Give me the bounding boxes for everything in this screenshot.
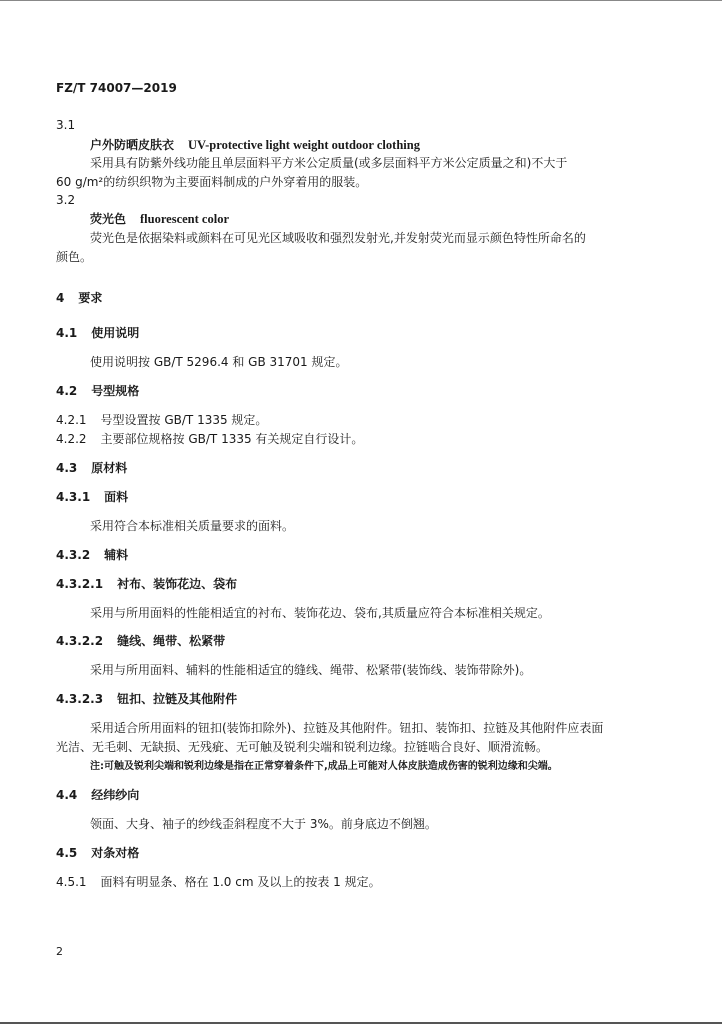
term-cn: 荧光色 [90,212,127,226]
section-4-3-2-1-body: 采用与所用面料的性能相适宜的衬布、装饰花边、袋布,其质量应符合本标准相关规定。 [90,606,550,620]
clause-3-2-term [90,211,229,227]
clause-4-5-1 [56,874,381,890]
heading-title: 经纬纱向 [91,788,140,802]
clause-3-2-definition-line2: 颜色。 [56,250,93,264]
section-4-3-heading [56,460,127,476]
heading-number: 4 [56,291,65,305]
heading-title: 辅料 [104,548,129,562]
heading-number: 4.3.2.2 [56,634,104,648]
clause-3-1-definition-line2: 60 g/m²的纺织织物为主要面料制成的户外穿着用的服装。 [56,175,368,189]
heading-title: 面料 [104,490,129,504]
heading-number: 4.3.2 [56,548,91,562]
heading-number: 4.4 [56,788,78,802]
term-en: UV-protective light weight outdoor clothing [188,138,420,152]
heading-title: 要求 [78,291,103,305]
heading-number: 4.3.2.3 [56,692,104,706]
heading-number: 4.2 [56,384,78,398]
clause-3-2-definition-line1: 荧光色是依据染料或颜料在可见光区域吸收和强烈发射光,并发射荧光而显示颜色特性所命名的 [90,231,586,245]
page-number: 2 [56,945,63,958]
section-4-3-2-2-body: 采用与所用面料、辅料的性能相适宜的缝线、绳带、松紧带(装饰线、装饰带除外)。 [90,663,532,677]
section-4-2-heading [56,383,139,399]
heading-title: 钮扣、拉链及其他附件 [117,692,238,706]
section-4-4-heading [56,787,139,803]
clause-body: 主要部位规格按 GB/T 1335 有关规定自行设计。 [100,432,364,446]
heading-number: 4.1 [56,326,78,340]
clause-3-1-number: 3.1 [56,118,76,132]
clause-body: 号型设置按 GB/T 1335 规定。 [100,413,268,427]
section-4-4-body: 领面、大身、袖子的纱线歪斜程度不大于 3%。前身底边不倒翘。 [90,817,437,831]
section-4-3-2-2-heading [56,633,225,649]
section-4-3-2-3-body-line2: 光洁、无毛刺、无缺损、无残疵、无可触及锐利尖端和锐利边缘。拉链啮合良好、顺滑流畅。 [56,740,549,754]
clause-body: 面料有明显条、格在 1.0 cm 及以上的按表 1 规定。 [100,875,381,889]
section-4-5-heading [56,845,139,861]
section-4-3-2-3-body-line1: 采用适合所用面料的钮扣(装饰扣除外)、拉链及其他附件。钮扣、装饰扣、拉链及其他附件应表面 [90,721,604,735]
clause-4-2-1 [56,412,267,428]
clause-number: 4.2.1 [56,413,87,427]
heading-number: 4.3 [56,461,78,475]
heading-title: 号型规格 [91,384,140,398]
heading-number: 4.3.1 [56,490,91,504]
clause-3-2-number: 3.2 [56,193,76,207]
page-top-border [0,0,722,1]
clause-3-1-definition-line1: 采用具有防紫外线功能且单层面料平方米公定质量(或多层面料平方米公定质量之和)不大于 [90,156,568,170]
clause-number: 4.2.2 [56,432,87,446]
clause-4-2-2 [56,431,363,447]
section-4-3-1-heading [56,489,128,505]
standard-code-header: FZ/T 74007—2019 [56,81,177,95]
section-4-3-2-1-heading [56,576,237,592]
heading-number: 4.5 [56,846,78,860]
section-4-heading [56,290,102,306]
section-4-3-1-body: 采用符合本标准相关质量要求的面料。 [90,519,295,533]
heading-title: 原材料 [91,461,128,475]
section-4-3-2-3-heading [56,691,237,707]
clause-number: 4.5.1 [56,875,87,889]
section-4-3-2-3-note: 注:可触及锐利尖端和锐利边缘是指在正常穿着条件下,成品上可能对人体皮肤造成伤害的锐利边缘和尖端。 [90,761,558,772]
heading-title: 衬布、装饰花边、袋布 [117,577,238,591]
clause-3-1-term [90,137,420,153]
heading-title: 对条对格 [91,846,140,860]
section-4-1-body: 使用说明按 GB/T 5296.4 和 GB 31701 规定。 [90,355,348,369]
term-en: fluorescent color [140,212,229,226]
heading-title: 使用说明 [91,326,140,340]
term-cn: 户外防晒皮肤衣 [90,138,175,152]
heading-number: 4.3.2.1 [56,577,104,591]
section-4-3-2-heading [56,547,128,563]
heading-title: 缝线、绳带、松紧带 [117,634,226,648]
section-4-1-heading [56,325,139,341]
